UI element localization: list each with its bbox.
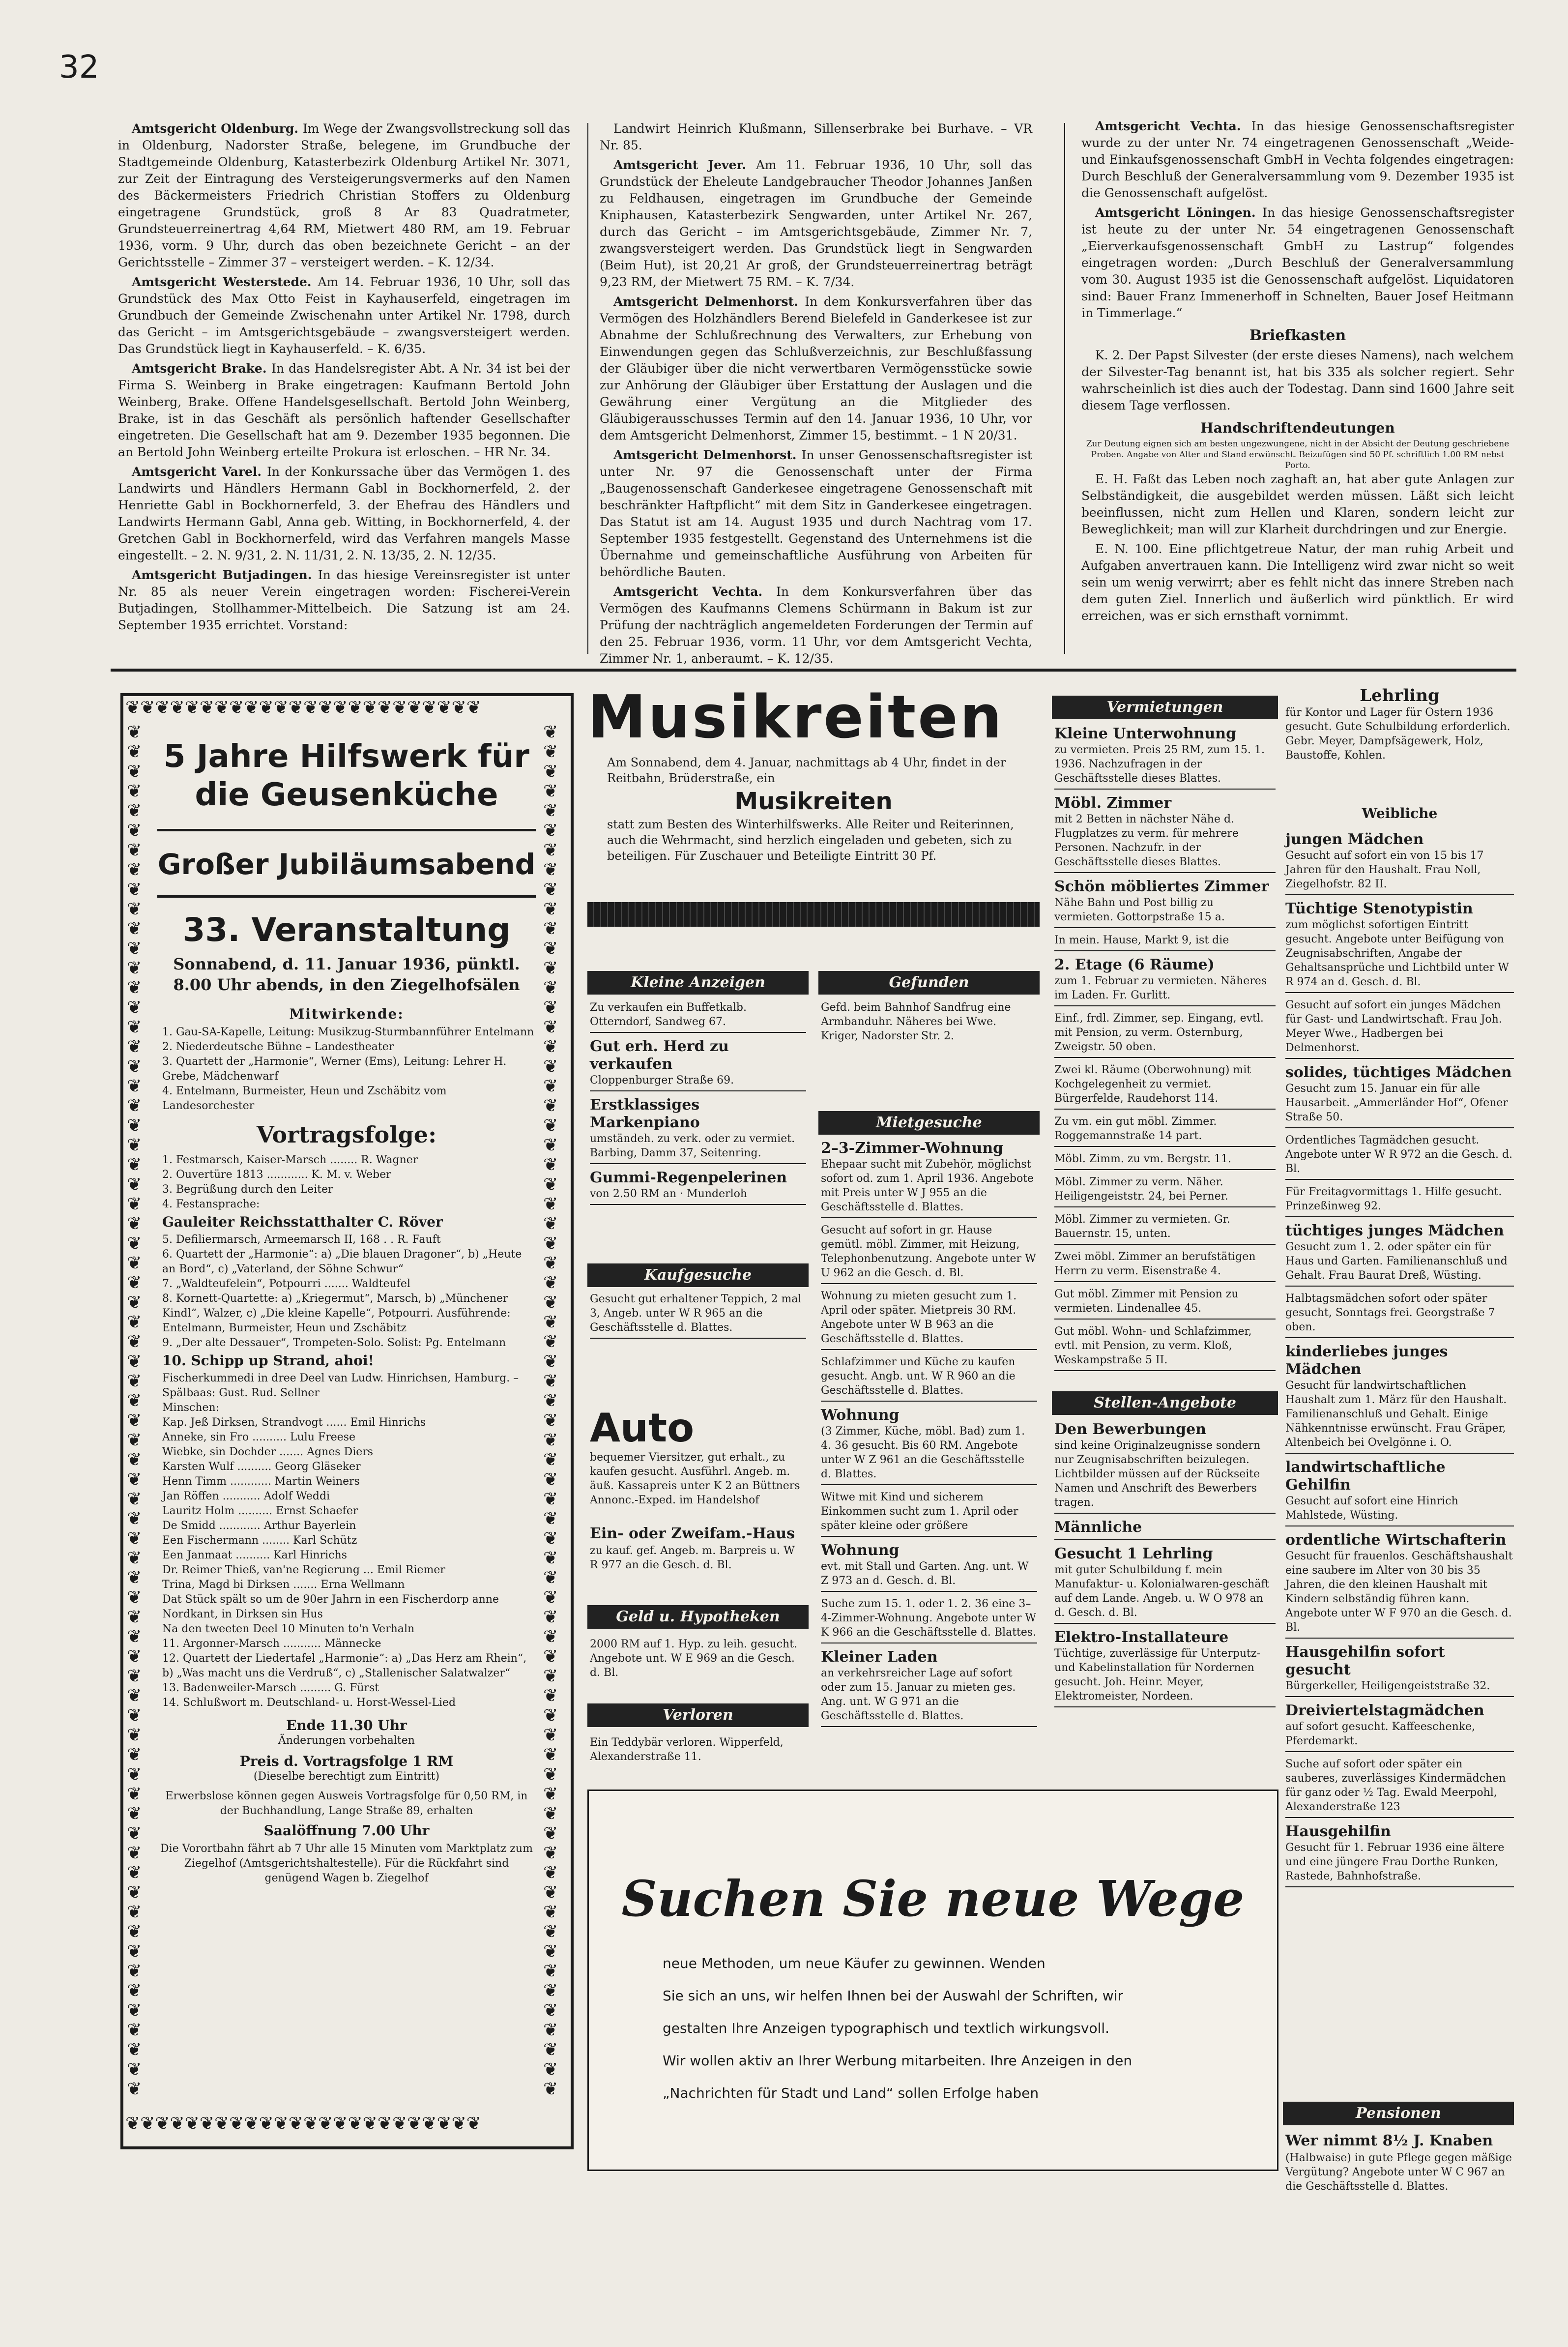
banner-vermietungen: Vermietungen (1052, 696, 1278, 719)
stellengesuch-weiblich-item (1285, 831, 1514, 895)
mietgesuch-item (821, 1490, 1037, 1537)
kleine-anzeige-item (590, 1038, 806, 1091)
legal-notices-col1 (118, 120, 570, 637)
vortragsfolge-item: Een Fischermann ........ Karl Schütz (162, 1534, 357, 1547)
stellengesuch-weiblich-text: Gesucht auf sofort ein von 15 bis 17 Jahren für den Haushalt. Frau Noll, Ziegelhofstr. 82 II. (1285, 850, 1484, 890)
stellengesuch-weiblich-text: Ordentliches Tagmädchen gesucht. Angebote unter W R 972 an die Gesch. d. Bl. (1285, 1134, 1513, 1175)
stellengesuch-weiblich-heading: tüchtiges junges Mädchen (1285, 1222, 1504, 1239)
geld-text: 2000 RM auf 1. Hyp. zu leih. gesucht. Angebote unt. W E 969 an die Gesch. d. Bl. (590, 1638, 798, 1679)
vortragsfolge-item: Na den tweeten Deel 10 Minuten to'n Verhaln (162, 1623, 415, 1635)
stellengesuch-weiblich-heading: landwirtschaftliche Gehilfin (1285, 1459, 1446, 1494)
verloren-text: Ein Teddybär verloren. Wipperfeld, Alexanderstraße 11. (590, 1736, 784, 1763)
vermietung-text: zum 1. Februar zu vermieten. Näheres im Laden. Fr. Gurlitt. (1054, 975, 1267, 1001)
mietgesuch-heading: Wohnung (821, 1542, 900, 1559)
musikreiten-ad (587, 683, 1040, 864)
kleine-anzeige-text: Zu verkaufen ein Buffetkalb. Otterndorf, Sandweg 67. (590, 1001, 747, 1028)
stellenangebot-heading: Gesucht 1 Lehrling (1054, 1545, 1213, 1562)
notice-court: Amtsgericht Butjadingen. (132, 568, 318, 582)
stellengesuch-weiblich-item (1285, 1757, 1514, 1818)
weibliche-heading-wrap (1285, 806, 1514, 821)
legal-notice: Amtsgericht Oldenburg. Im Wege der Zwangsvollstreckung soll das in Oldenburg, Nadorster Straße, belegene, im Grundbuche der Stadtgemeinde Oldenburg, Katasterbezirk Oldenburg Artikel Nr. 3071, zur Zeit der Eintragung des Versteigerungsvermerks auf den Namen des Bäckermeisters Friedrich Christian Stoffers zu Oldenburg eingetragene Grundstück, groß 8 Ar 83 Quadratmeter, Grundsteuerreinertrag 4,64 RM, Mietwert 480 RM, am 19. Februar 1936, vorm. 9 Uhr, durch das oben bezeichnete Gericht – an der Gerichtsstelle – Zimmer 37 – versteigert werden. – K. 12/34. (118, 121, 570, 269)
stellengesuch-weiblich-text: Gesucht zum 15. Januar ein für alle Hausarbeit. „Ammerländer Hof“, Ofener Straße 50. (1285, 1083, 1508, 1123)
vermietung-item (1054, 1011, 1276, 1058)
stellengesuch-weiblich-heading: Dreiviertelstagmädchen (1285, 1702, 1484, 1719)
vortragsfolge-list (157, 1153, 536, 1710)
mietgesuch-text: Gesucht auf sofort in gr. Hause gemütl. möbl. Zimmer, mit Heizung, Telephonbenutzung. Angebote unter W U 962 an die Gesch. d. Bl. (821, 1224, 1036, 1279)
stellengesuch-weiblich-text: Gesucht für landwirtschaftlichen Haushalt zum 1. März für den Haushalt. Familienanschluß und Gehalt. Einige Nähkenntnisse erwünscht. Frau Gräper, Altenbeich bei Ovelgönne i. O. (1285, 1379, 1507, 1449)
stellengesuch-weiblich-text: Bürgerkeller, Heiligengeiststraße 32. (1285, 1680, 1490, 1692)
preis: Preis d. Vortragsfolge 1 RM (239, 1753, 454, 1769)
notice-court: Amtsgericht Oldenburg. (132, 121, 303, 136)
stellengesuch-weiblich-heading: kinderliebes junges Mädchen (1285, 1343, 1448, 1378)
musikreiten-title2: Musikreiten (734, 788, 893, 815)
vortragsfolge-item: Gauleiter Reichsstatthalter C. Röver (162, 1214, 443, 1230)
vermietung-text: Zu vm. ein gut möbl. Zimmer. Roggemannstraße 14 part. (1054, 1115, 1217, 1142)
mietgesuch-item (821, 1597, 1037, 1643)
vermietungen-column (1054, 725, 1276, 1376)
stellengesuch-weiblich-item (1285, 1133, 1514, 1180)
vortragsfolge-item: 4. Festansprache: (162, 1198, 260, 1210)
legal-notice: Amtsgericht Brake. In das Handelsregister Abt. A Nr. 34 ist bei der Firma S. Weinberg in Brake eingetragen: Kaufmann Bertold John Weinberg, Brake. Offene Handelsgesellschaft. Bertold John Weinberg, Brake, ist in das Geschäft als persönlich haftender Gesellschafter eingetreten. Die Gesellschaft hat am 9. Dezember 1935 begonnen. Die an Bertold John Weinberg erteilte Prokura ist erloschen. – HR Nr. 34. (118, 361, 571, 459)
lehrling-ad (1285, 686, 1514, 763)
briefkasten-title: Briefkasten (1249, 327, 1346, 344)
vermietung-text: mit 2 Betten in nächster Nähe d. Flugplatzes zu verm. für mehrere Personen. Nachzufr. in der Geschäftsstelle dieses Blattes. (1054, 813, 1239, 868)
vermietung-item (1054, 956, 1276, 1006)
notice-court: Amtsgericht Brake. (132, 361, 272, 376)
vortragsfolge-item: 6. Quartett der „Harmonie“: a) „Die blauen Dragoner“, b) „Heute an Bord“, c) „Vaterland, der Söhne Schwur“ (162, 1248, 522, 1275)
auto-heading: Auto (590, 1405, 695, 1451)
auto-ad (590, 1406, 806, 1507)
vermietung-item (1054, 794, 1276, 873)
mietgesuch-item (821, 1355, 1037, 1402)
mietgesuch-text: (3 Zimmer, Küche, möbl. Bad) zum 1. 4. 36 gesucht. Bis 60 RM. Angebote unter W Z 961 an die Geschäftsstelle d. Blattes. (821, 1425, 1025, 1480)
saaloeffnung: Saalöffnung 7.00 Uhr (263, 1822, 430, 1839)
banner-stellen-angebote: Stellen-Angebote (1052, 1391, 1278, 1415)
hilfswerk-event: 33. Veranstaltung (182, 911, 511, 949)
lehrling-heading: Lehrling (1360, 686, 1440, 705)
neue-wege-line: gestalten Ihre Anzeigen typographisch und textlich wirkungsvoll. (663, 2020, 1110, 2036)
stellengesuch-weiblich-heading: Tüchtige Stenotypistin (1285, 900, 1473, 917)
legal-notices-col3 (1081, 118, 1514, 627)
notice-court: Amtsgericht Vechta. (613, 585, 777, 599)
stellengesuch-weiblich-text: Gesucht für 1. Februar 1936 eine ältere und eine jüngere Frau Dorthe Runken, Rastede, Bahnhofstraße. (1285, 1842, 1505, 1882)
kleine-anzeige-text: Cloppenburger Straße 69. (590, 1074, 734, 1086)
musikreiten-title: Musikreiten (587, 683, 1004, 752)
vortragsfolge-item: 3. Begrüßung durch den Leiter (162, 1183, 333, 1196)
legal-notice: Amtsgericht Butjadingen. In das hiesige Vereinsregister ist unter Nr. 85 als neuer Verein eingetragen worden: Fischerei-Verein Butjadingen, Stollhammer-Mittelbeich. Die Satzung ist am 24. September 1935 errichtet. Vorstand: (118, 568, 571, 632)
divider (157, 829, 536, 831)
vortragsfolge-item: Lauritz Holm .......... Ernst Schaefer (162, 1505, 358, 1517)
stellenangebot-heading: Den Bewerbungen (1054, 1421, 1206, 1438)
kleine-anzeige-item (590, 1169, 806, 1205)
vortragsfolge-item: Fischerkummedi in dree Deel van Ludw. Hinrichsen, Hamburg. – Spälbaas: Gust. Rud. Sellner (162, 1372, 519, 1399)
mietgesuch-item (821, 1140, 1037, 1218)
preis-note: (Dieselbe berechtigt zum Eintritt) (253, 1770, 440, 1783)
aenderungen: Änderungen vorbehalten (278, 1734, 415, 1747)
vermietung-text: Nähe Bahn und Post billig zu vermieten. Gottorpstraße 15 a. (1054, 897, 1225, 923)
weibliche-column (1285, 831, 1514, 1892)
page-number: 32 (59, 49, 99, 86)
kaufgesuche-column (590, 1292, 806, 1344)
stellengesuch-weiblich-heading: jungen Mädchen (1285, 831, 1424, 848)
vermietung-item (1054, 725, 1276, 790)
column-rule (587, 123, 588, 654)
zweifam-text: zu kauf. gef. Angeb. m. Barpreis u. W R 977 an die Gesch. d. Bl. (590, 1545, 795, 1571)
mietgesuch-item (821, 1648, 1037, 1727)
banner-verloren: Verloren (587, 1703, 809, 1727)
legal-notice: Amtsgericht Delmenhorst. In dem Konkursverfahren über das Vermögen des Holzhändlers Berend Bielefeld in Ganderkesee ist zur Abnahme der Schlußrechnung des Verwalters, zur Erhebung von Einwendungen gegen das Schlußverzeichnis, zur Beschlußfassung der Gläubiger über die nicht verwertbaren Vermögensstücke sowie zur Anhörung der Gläubiger über Erstattung der Auslagen und die Gewährung einer Vergütung an die Mitglieder des Gläubigerausschusses Termin auf den 14. Januar 1936, 10 Uhr, vor dem Amtsgericht Delmenhorst, Zimmer 15, bestimmt. – 1 N 20/31. (600, 294, 1032, 442)
vermietung-text: Gut möbl. Zimmer mit Pension zu vermieten. Lindenallee 45. (1054, 1288, 1239, 1315)
notice-court: Amtsgericht Löningen. (1095, 205, 1263, 220)
banner-mietgesuche: Mietgesuche (818, 1111, 1040, 1135)
handschrift-note: Zur Deutung eignen sich am besten ungezwungene, nicht in der Absicht der Deutung geschriebene Proben. Angabe von Alter und Stand erwünscht. Beizufügen sind 50 Pf. schriftlich 1.00 RM nebst Porto. (1086, 439, 1510, 470)
stellengesuch-weiblich-text: Gesucht zum 1. 2. oder später ein für Haus und Garten. Familienanschluß und Gehalt. Frau Baurat Dreß, Wüsting. (1285, 1241, 1508, 1282)
kleine-anzeigen-column (590, 1000, 806, 1210)
stellengesuch-weiblich-item (1285, 1823, 1514, 1887)
vortragsfolge-item: 12. Quartett der Liedertafel „Harmonie“: a) „Das Herz am Rhein“, b) „Was macht uns die Verdruß“, c) „Stallenischer Salatwalzer“ (162, 1652, 527, 1679)
stellengesuch-weiblich-heading: Hausgehilfin (1285, 1823, 1391, 1840)
erwerbslose-note: Erwerbslose können gegen Ausweis Vortragsfolge für 0,50 RM, in der Buchhandlung, Lange Straße 89, erhalten (165, 1790, 528, 1817)
briefkasten-item: K. 2. Der Papst Silvester (der erste dieses Namens), nach welchem der Silvester-Tag benannt ist, hat bis 335 als solcher regiert. Sehr wahrscheinlich ist dies auch der Todestag. Dann sind 1600 Jahre seit diesem Tage verflossen. (1081, 348, 1514, 412)
hilfswerk-ad (157, 737, 536, 1886)
zweifam-ad (590, 1524, 806, 1572)
vortragsfolge-item: Anneke, sin Fro .......... Lulu Freese (162, 1431, 356, 1443)
vine-border: ❦❦❦❦❦❦❦❦❦❦❦❦❦❦❦❦❦❦❦❦❦❦❦❦❦❦❦❦❦❦❦❦❦❦❦❦❦❦❦❦❦❦❦❦❦❦❦❦❦❦❦❦❦❦❦❦❦❦❦❦❦❦❦❦❦❦❦❦❦❦ (127, 723, 142, 2099)
neue-wege-line: Wir wollen aktiv an Ihrer Werbung mitarbeiten. Ihre Anzeigen in den (663, 2053, 1132, 2069)
vortragsfolge-title: Vortragsfolge: (256, 1121, 437, 1148)
auto-text: bequemer Viersitzer, gut erhalt., zu kaufen gesucht. Ausführl. Angeb. m. äuß. Kassapreis unter K 2 an Büttners Annonc.-Exped. im Handelshof (590, 1451, 800, 1506)
mietgesuch-text: evt. mit Stall und Garten. Ang. unt. W Z 973 an d. Gesch. d. Bl. (821, 1560, 1029, 1587)
legal-notice: Amtsgericht Westerstede. Am 14. Februar 1936, 10 Uhr, soll das Grundstück des Max Otto Feist in Kayhauserfeld, eingetragen im Grundbuch der Gemeinde Zwischenahn unter Artikel Nr. 1798, durch das Gericht – im Amtsgerichtsgebäude – zwangsversteigert werden. Das Grundstück liegt in Kayhauserfeld. – K. 6/35. (118, 275, 570, 356)
vermietung-text: Gut möbl. Wohn- und Schlafzimmer, evtl. mit Pension, zu verm. Kloß, Weskampstraße 5 II. (1054, 1325, 1252, 1366)
weibliche-heading: Weibliche (1362, 805, 1438, 821)
stellengesuch-weiblich-item (1285, 998, 1514, 1059)
hilfswerk-title: 5 Jahre Hilfswerk für die Geusenküche (164, 738, 529, 813)
pensionen-heading: Wer nimmt 8½ J. Knaben (1285, 2132, 1493, 2149)
handschrift-item: E. H. Faßt das Leben noch zaghaft an, hat aber gute Anlagen zur Selbständigkeit, die ausgebildet werden müssen. Läßt sich leicht beeinflussen, nicht zum Hellen und Klaren, sondern leicht zur Beweglichkeit; man will zur Klarheit durchdringen und zur Energie. (1081, 472, 1514, 536)
vermietung-text: Zwei kl. Räume (Oberwohnung) mit Kochgelegenheit zu vermiet. Bürgerfelde, Raudehorst 114. (1054, 1064, 1251, 1105)
neue-wege-ad (587, 1790, 1278, 2171)
stellengesuch-weiblich-text: Suche auf sofort oder später ein sauberes, zuverlässiges Kindermädchen für ganz oder ½ Tag. Ewald Meerpohl, Alexanderstraße 123 (1285, 1758, 1506, 1813)
mietgesuche-column (821, 1140, 1037, 1732)
legal-notice: Amtsgericht Vechta. In das hiesige Genossenschaftsregister wurde zu der unter Nr. 74 eingetragenen Genossenschaft „Weide- und Einkaufsgenossenschaft GmbH in Vechta folgendes eingetragen: Durch Beschluß der Generalversammlung vom 9. Dezember 1935 ist die Genossenschaft aufgelöst. (1081, 119, 1514, 200)
vortragsfolge-item: 13. Badenweiler-Marsch ......... G. Fürst (162, 1682, 379, 1694)
vortragsfolge-item: 9. „Der alte Dessauer“, Trompeten-Solo. Solist: Pg. Entelmann (162, 1337, 506, 1349)
geld-ad (590, 1637, 806, 1680)
mitwirkende-title: Mitwirkende: (289, 1006, 404, 1022)
hilfswerk-date: Sonnabend, d. 11. Januar 1936, pünktl. 8.00 Uhr abends, in den Ziegelhofsälen (173, 955, 520, 994)
vermietung-item (1054, 1063, 1276, 1110)
vortragsfolge-item: 1. Festmarsch, Kaiser-Marsch ........ R. Wagner (162, 1154, 418, 1166)
mietgesuch-heading: Wohnung (821, 1407, 900, 1424)
legal-notice: Amtsgericht Delmenhorst. In unser Genossenschaftsregister ist unter Nr. 97 die Genossenschaft unter der Firma „Baugenossenschaft Ganderkesee eingetragene Genossenschaft mit beschränkter Haftpflicht“ mit dem Sitz in Ganderkesee eingetragen. Das Statut ist am 14. August 1935 und durch Nachtrag vom 17. September 1935 festgestellt. Gegenstand des Unternehmens ist die Übernahme und gemeinschaftliche Ausführung von Arbeiten für behördliche Bauten. (600, 448, 1032, 579)
stellengesuch-weiblich-text: Für Freitagvormittags 1. Hilfe gesucht. Prinzeßinweg 92. (1285, 1186, 1502, 1212)
section-divider (111, 669, 1516, 672)
handschrift-title: Handschriftendeutungen (1200, 420, 1395, 436)
banner-kleine-anzeigen: Kleine Anzeigen (587, 971, 809, 995)
mietgesuch-text: Wohnung zu mieten gesucht zum 1. April oder später. Mietpreis 30 RM. Angebote unter W B 963 an die Geschäftsstelle d. Blattes. (821, 1290, 1017, 1345)
mietgesuch-text: Schlafzimmer und Küche zu kaufen gesucht. Angb. unt. W R 960 an die Geschäftsstelle d. Blattes. (821, 1356, 1016, 1397)
vortragsfolge-item: 5. Defiliermarsch, Armeemarsch II, 168 . . R. Fauft (162, 1233, 441, 1246)
stellengesuch-weiblich-heading: Hausgehilfin sofort gesucht (1285, 1643, 1445, 1678)
pensionen-ad (1285, 2131, 1514, 2194)
mietgesuch-item (821, 1289, 1037, 1350)
notice-court: Amtsgericht Jever. (613, 158, 756, 172)
vine-border: ❦❦❦❦❦❦❦❦❦❦❦❦❦❦❦❦❦❦❦❦❦❦❦❦❦❦❦❦❦❦❦❦❦❦❦❦❦❦❦❦❦❦❦❦❦❦❦❦❦❦❦❦❦❦❦❦❦❦❦❦❦❦❦❦❦❦❦❦❦❦ (543, 723, 558, 2099)
verloren-ad (590, 1735, 806, 1764)
legal-notice: Amtsgericht Vechta. In dem Konkursverfahren über das Vermögen des Kaufmanns Clemens Schürmann in Bakum ist zur Prüfung der nachträglich angemeldeten Forderungen der Termin auf den 25. Februar 1936, vorm. 11 Uhr, vor dem Amtsgericht Vechta, Zimmer Nr. 1, anberaumt. – K. 12/35. (600, 585, 1032, 666)
mietgesuch-text: an verkehrsreicher Lage auf sofort oder zum 15. Januar zu mieten ges. Ang. unt. W G 971 an die Geschäftsstelle d. Blattes. (821, 1667, 1016, 1722)
mitwirkende-item: 3. Quartett der „Harmonie“, Werner (Ems), Leitung: Lehrer H. Grebe, Mädchenwarf (162, 1056, 507, 1083)
legal-notice: Landwirt Heinrich Klußmann, Sillenserbrake bei Burhave. – VR Nr. 85. (600, 121, 1032, 152)
vermietung-item (1054, 933, 1276, 951)
kleine-anzeige-heading: Erstklassiges Markenpiano (590, 1096, 700, 1131)
kleine-anzeige-text: von 2.50 RM an · Munderloh (590, 1188, 748, 1200)
vermietung-item (1054, 1287, 1276, 1320)
neue-wege-line: Sie sich an uns, wir helfen Ihnen bei der Auswahl der Schriften, wir (663, 1988, 1123, 2004)
legal-notices-col2 (600, 120, 1032, 670)
kleine-anzeige-heading: Gut erh. Herd zu verkaufen (590, 1038, 729, 1073)
vortragsfolge-item: Dr. Reimer Thieß, van'ne Regierung ... Emil Riemer (162, 1564, 445, 1576)
stellenangebot-text: Tüchtige, zuverlässige für Unterputz- und Kabelinstallation für Nordernen gesucht. Joh. Heinr. Meyer, Elektromeister, Nordeen. (1054, 1647, 1260, 1702)
vortragsfolge-item: Jan Röffen ........... Adolf Weddi (162, 1490, 330, 1502)
stellengesuch-weiblich-item (1285, 1064, 1514, 1128)
banner-pensionen: Pensionen (1283, 2102, 1514, 2125)
vermietung-text: Möbl. Zimm. zu vm. Bergstr. 11. (1054, 1153, 1231, 1165)
lehrling-text: für Kontor und Lager für Ostern 1936 gesucht. Gute Schulbildung erforderlich. Gebr. Meyer, Dampfsägewerk, Holz, Baustoffe, Kohlen. (1285, 706, 1510, 762)
neue-wege-body (663, 1947, 1203, 2110)
legal-notice: Amtsgericht Löningen. In das hiesige Genossenschaftsregister ist heute zu der unter Nr. 54 eingetragenen Genossenschaft „Eierverkaufsgenossenschaft GmbH zu Lastrup“ folgendes eingetragen worden: „Durch Beschluß der Generalversammlung vom 30. August 1935 ist die Genossenschaft aufgelöst. Liquidatoren sind: Bauer Franz Immenerhoff in Schnelten, Bauer Josef Heitmann in Timmerlage.“ (1081, 205, 1514, 320)
stellenangebot-text: mit guter Schulbildung f. mein Manufaktur- u. Kolonialwaren-geschäft auf dem Lande. Angeb. u. W O 978 an d. Gesch. d. Bl. (1054, 1564, 1270, 1619)
mietgesuch-item (821, 1542, 1037, 1592)
mitwirkende-list (157, 1025, 536, 1114)
vermietung-text: Einf., frdl. Zimmer, sep. Eingang, evtl. mit Pension, zu verm. Osternburg, Zweigstr. 50 oben. (1054, 1012, 1264, 1053)
banner-geld: Geld u. Hypotheken (587, 1605, 809, 1629)
mietgesuch-item (821, 1223, 1037, 1284)
vermietung-item (1054, 1212, 1276, 1245)
stellengesuch-weiblich-item (1285, 900, 1514, 993)
vermietung-heading: Möbl. Zimmer (1054, 794, 1172, 812)
kleine-anzeige-item (590, 1096, 806, 1164)
stellenangebot-text: sind keine Originalzeugnisse sondern nur Zeugnisabschriften beizulegen. Lichtbilder müssen auf der Rückseite Namen und Anschrift des Bewerbers tragen. (1054, 1439, 1261, 1509)
mietgesuch-heading: Kleiner Laden (821, 1648, 938, 1666)
bahn-note: Die Vorortbahn fährt ab 7 Uhr alle 15 Minuten vom Marktplatz zum Ziegelhof (Amtsgerichtshaltestelle). Für die Rückfahrt sind genügend Wagen b. Ziegelhof (160, 1843, 533, 1884)
mietgesuch-text: Witwe mit Kind und sicherem Einkommen sucht zum 1. April oder später kleine oder größere (821, 1491, 1018, 1532)
stellengesuch-weiblich-item (1285, 1343, 1514, 1454)
notice-court: Amtsgericht Delmenhorst. (613, 448, 802, 462)
vortragsfolge-item: 2. Ouvertüre 1813 ............ K. M. v. Weber (162, 1169, 391, 1181)
ende: Ende 11.30 Uhr (286, 1717, 407, 1733)
notice-court: Amtsgericht Westerstede. (132, 275, 318, 289)
gefunden-text: Gefd. beim Bahnhof Sandfrug eine Armbanduhr. Näheres bei Wwe. Kriger, Nadorster Str. 2. (821, 1001, 1011, 1042)
stellengesuch-weiblich-heading: solides, tüchtiges Mädchen (1285, 1064, 1512, 1081)
stellengesuch-weiblich-item (1285, 1643, 1514, 1697)
kleine-anzeige-heading: Gummi-Regenpelerinen (590, 1169, 787, 1186)
notice-court: Amtsgericht Delmenhorst. (613, 294, 805, 309)
mitwirkende-item: 4. Entelmann, Burmeister, Heun und Zschäbitz vom Landesorchester (162, 1085, 447, 1112)
vermietung-text: zu vermieten. Preis 25 RM, zum 15. 1. 1936. Nachzufragen in der Geschäftsstelle dieses Blattes. (1054, 744, 1265, 785)
stellengesuch-weiblich-item (1285, 1702, 1514, 1752)
kleine-anzeige-item (590, 1000, 806, 1033)
stellengesuch-weiblich-item (1285, 1222, 1514, 1287)
vermietung-item (1054, 1324, 1276, 1371)
vortragsfolge-item: De Smidd ............ Arthur Bayerlein (162, 1520, 356, 1532)
divider (157, 895, 536, 898)
vortragsfolge-item: Dat Stück spält so um de 90er Jahrn in een Fischerdorp anne Nordkant, in Dirksen sin Hus (162, 1593, 499, 1620)
vortragsfolge-item: Een Janmaat .......... Karl Hinrichs (162, 1549, 348, 1561)
mietgesuch-heading: 2–3-Zimmer-Wohnung (821, 1140, 1004, 1157)
vortragsfolge-item: Karsten Wulf .......... Georg Gläseker (162, 1461, 361, 1473)
stellenangebot-item (1054, 1545, 1276, 1624)
column-rule (1064, 123, 1065, 654)
stellengesuch-weiblich-text: Halbtagsmädchen sofort oder später gesucht, Sonntags frei. Georgstraße 7 oben. (1285, 1292, 1495, 1333)
stellengesuch-weiblich-item (1285, 1459, 1514, 1526)
stellenangebot-item (1054, 1629, 1276, 1707)
stellengesuch-weiblich-text: auf sofort gesucht. Kaffeeschenke, Pferdemarkt. (1285, 1721, 1476, 1747)
banner-kaufgesuche: Kaufgesuche (587, 1263, 809, 1287)
stellengesuch-weiblich-heading: ordentliche Wirtschafterin (1285, 1531, 1507, 1549)
vermietung-text: Möbl. Zimmer zu verm. Näher. Heiligengeiststr. 24, bei Perner. (1054, 1176, 1228, 1203)
neue-wege-line: „Nachrichten für Stadt und Land“ sollen Erfolge haben (663, 2085, 1039, 2101)
stellenangebot-heading: Elektro-Installateure (1054, 1629, 1229, 1646)
vortragsfolge-item: Kap. Jeß Dirksen, Strandvogt ...... Emil Hinrichs (162, 1416, 426, 1429)
vortragsfolge-item: 7. „Waldteufelein“, Potpourri ....... Waldteufel (162, 1278, 410, 1290)
stellen-angebote-column (1054, 1421, 1276, 1712)
mietgesuch-text: Suche zum 15. 1. oder 1. 2. 36 eine 3–4-Zimmer-Wohnung. Angebote unter W K 966 an die Geschäftsstelle d. Blattes. (821, 1598, 1037, 1639)
musikreiten-intro: Am Sonnabend, dem 4. Januar, nachmittags ab 4 Uhr, findet in der Reitbahn, Brüderstraße, ein (607, 756, 1006, 785)
handschrift-item: E. N. 100. Eine pflichtgetreue Natur, der man ruhig Arbeit und Aufgaben anvertrauen kann. Die Intelligenz wird zwar nicht so weit sein um wenig verwirrt; aber es fehlt nicht das innere Streben nach dem guten Ziel. Innerlich und äußerlich wird pünktlich. Er wird erreichen, was er sich ernsthaft vornimmt. (1081, 542, 1514, 623)
neue-wege-title: Suchen Sie neue Wege (621, 1870, 1245, 1928)
pensionen-text: (Halbwaise) in gute Pflege gegen mäßige Vergütung? Angebote unter W C 967 an die Geschäftsstelle d. Blattes. (1285, 2152, 1512, 2193)
zweifam-heading: Ein- oder Zweifam.-Haus (590, 1525, 795, 1542)
vermietung-item (1054, 1250, 1276, 1282)
vortragsfolge-item: Minschen: (162, 1402, 220, 1414)
vermietung-item (1054, 1175, 1276, 1207)
vortragsfolge-item: 8. Kornett-Quartette: a) „Kriegermut“, Marsch, b) „Münchener Kindl“, Walzer, c) „Die kleine Kapelle“, Potpourri. Ausführende: Entelmann, Burmeister, Heun und Zschäbitz (162, 1292, 511, 1334)
vermietung-heading: Schön möbliertes Zimmer (1054, 878, 1269, 895)
vermietung-item (1054, 1115, 1276, 1147)
banner-gefunden: Gefunden (818, 971, 1040, 995)
vermietung-text: Möbl. Zimmer zu vermieten. Gr. Bauernstr. 15, unten. (1054, 1213, 1230, 1240)
kleine-anzeige-text: umständeh. zu verk. oder zu vermiet. Barbing, Damm 37, Seitenring. (590, 1133, 795, 1159)
musikreiten-body: statt zum Besten des Winterhilfswerks. Alle Reiter und Reiterinnen, auch die Wehrmacht, sind herzlich eingeladen und gebeten, sich zu beteiligen. Für Zuschauer und Beteiligte Eintritt 30 Pf. (607, 818, 1014, 863)
notice-court: Amtsgericht Vechta. (1095, 119, 1251, 133)
vermietung-text: Zwei möbl. Zimmer an berufstätigen Herrn zu verm. Eisenstraße 4. (1054, 1251, 1256, 1277)
vermietung-item (1054, 878, 1276, 928)
vine-border: ❦❦❦❦❦❦❦❦❦❦❦❦❦❦❦❦❦❦❦❦❦❦❦❦ (125, 2114, 481, 2134)
vermietung-heading: Kleine Unterwohnung (1054, 725, 1237, 742)
mitwirkende-item: 2. Niederdeutsche Bühne – Landestheater (162, 1041, 394, 1053)
vermietung-text: In mein. Hause, Markt 9, ist die (1054, 934, 1229, 946)
mietgesuch-item (821, 1407, 1037, 1485)
stellenangebot-heading: Männliche (1054, 1519, 1142, 1536)
legal-notice: Amtsgericht Jever. Am 11. Februar 1936, 10 Uhr, soll das Grundstück der Eheleute Landgebraucher Theodor Johannes Janßen zu Feldhausen, eingetragen im Grundbuche der Gemeinde Kniphausen, Katasterbezirk Sengwarden, unter Artikel Nr. 267, durch das Gericht – im Amtsgerichtsgebäude, Zimmer Nr. 7, zwangsversteigert werden. Das Grundstück liegt in Sengwarden (Beim Hut), ist 20,21 Ar groß, der Grundsteuerreinertrag beträgt 9,23 RM, der Mietwert 75 RM. – K. 7/34. (600, 158, 1032, 289)
vortragsfolge-item: 14. Schlußwort m. Deutschland- u. Horst-Wessel-Lied (162, 1697, 456, 1709)
vortragsfolge-item: 11. Argonner-Marsch ........... Männecke (162, 1638, 381, 1650)
mietgesuch-text: Ehepaar sucht mit Zubehör, möglichst sofort od. zum 1. April 1936. Angebote mit Preis unter W J 955 an die Geschäftsstelle d. Blattes. (821, 1158, 1034, 1213)
vortragsfolge-item: Trina, Magd bi Dirksen ....... Erna Wellmann (162, 1579, 405, 1591)
legal-notice: Amtsgericht Varel. In der Konkurssache über das Vermögen 1. des Landwirts und Händlers Hermann Gabl in Bockhornerfeld, 2. der Henriette Gabl in Bockhornerfeld, 3. der Ehefrau des Händlers und Landwirts Hermann Gabl, Anna geb. Witting, in Bockhornerfeld, 4. der Gretchen Gabl in Bockhornerfeld, wird das Verfahren mangels Masse eingestellt. – 2. N. 9/31, 2. N. 11/31, 2. N. 13/35, 2. N. 12/35. (118, 465, 570, 562)
kaufgesuch-item (590, 1292, 806, 1339)
stellengesuch-weiblich-item (1285, 1185, 1514, 1217)
stellenangebot-item (1054, 1519, 1276, 1540)
stellengesuch-weiblich-text: zum möglichst sofortigen Eintritt gesucht. Angebote unter Beifügung von Zeugnisabschriften, Angabe der Gehaltsansprüche und Lichtbild unter W R 974 an d. Gesch. d. Bl. (1285, 919, 1509, 988)
stellengesuch-weiblich-item (1285, 1531, 1514, 1639)
stellenangebot-item (1054, 1421, 1276, 1514)
vermietung-item (1054, 1152, 1276, 1170)
mitwirkende-item: 1. Gau-SA-Kapelle, Leitung: Musikzug-Sturmbannführer Entelmann (162, 1026, 534, 1038)
vortragsfolge-item: 10. Schipp up Strand, ahoi! (162, 1352, 374, 1369)
vine-border: ❦❦❦❦❦❦❦❦❦❦❦❦❦❦❦❦❦❦❦❦❦❦❦❦ (125, 698, 481, 718)
notice-court: Amtsgericht Varel. (132, 465, 267, 479)
gefunden-ad (821, 1000, 1037, 1043)
stellengesuch-weiblich-text: Gesucht auf sofort ein junges Mädchen für Gast- und Landwirtschaft. Frau Joh. Meyer Wwe., Hadbergen bei Delmenhorst. (1285, 999, 1502, 1054)
vortragsfolge-item: Wiebke, sin Dochder ....... Agnes Diers (162, 1446, 374, 1458)
kaufgesuch-text: Gesucht gut erhaltener Teppich, 2 mal 3, Angeb. unter W R 965 an die Geschäftsstelle d. Blattes. (590, 1293, 802, 1334)
hilfswerk-subtitle: Großer Jubiläumsabend (157, 848, 536, 881)
stellengesuch-weiblich-text: Gesucht für frauenlos. Geschäftshaushalt eine saubere im Alter von 30 bis 35 Jahren, die den kleinen Haushalt mit Kindern selbständig führen kann. Angebote unter W F 970 an die Gesch. d. Bl. (1285, 1550, 1513, 1634)
stellengesuch-weiblich-text: Gesucht auf sofort eine Hinrich Mahlstede, Wüsting. (1285, 1495, 1458, 1522)
stellengesuch-weiblich-item (1285, 1291, 1514, 1338)
divider (587, 902, 1040, 927)
neue-wege-line: neue Methoden, um neue Käufer zu gewinnen. Wenden (663, 1955, 1045, 1971)
vermietung-heading: 2. Etage (6 Räume) (1054, 956, 1215, 973)
vortragsfolge-item: Henn Timm ............ Martin Weiners (162, 1475, 360, 1488)
